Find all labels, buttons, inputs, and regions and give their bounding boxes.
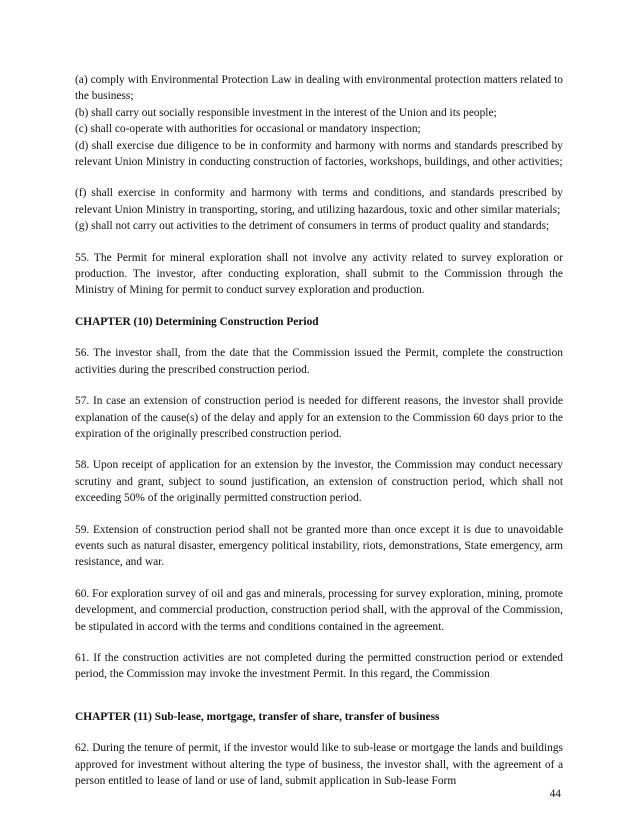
item-b: (b) shall carry out socially responsible investment in the interest of the Union and its people;	[75, 106, 497, 119]
item-g: (g) shall not carry out activities to the detriment of consumers in terms of product quality and standards;	[75, 220, 550, 233]
spacer	[75, 378, 563, 393]
item-d: (d) shall exercise due diligence to be in conformity and harmony with norms and standards prescribed by relevant Union Ministry in conducting construction of factories, workshops, buildings, and other activities;	[75, 139, 563, 169]
chapter-10-heading: CHAPTER (10) Determining Construction Period	[75, 315, 319, 328]
paragraph-60: 60. For exploration survey of oil and gas and minerals, processing for survey exploration, mining, promote development, and commercial production, construction period shall, with the approval of the Commission, be stipulated in accord with the terms and conditions contained in the agreement.	[75, 587, 563, 633]
paragraph-61: 61. If the construction activities are not completed during the permitted construction period or extended period, the Commission may invoke the investment Permit. In this regard, the Commission	[75, 651, 563, 681]
paragraph-56: 56. The investor shall, from the date that the Commission issued the Permit, complete the construction activities during the prescribed construction period.	[75, 347, 563, 376]
chapter-11-heading: CHAPTER (11) Sub-lease, mortgage, transfer of share, transfer of business	[75, 710, 440, 723]
item-f: (f) shall exercise in conformity and harmony with terms and conditions, and standards prescribed by relevant Union Ministry in transporting, storing, and utilizing hazardous, toxic and other similar materials;	[75, 187, 563, 216]
spacer	[75, 170, 563, 185]
spacer	[75, 330, 563, 345]
spacer	[75, 442, 563, 457]
item-a: (a) comply with Environmental Protection Law in dealing with environmental protection matters related to the business;	[75, 74, 563, 103]
paragraph-57: 57. In case an extension of construction period is needed for different reasons, the investor shall provide explanation of the cause(s) of the delay and apply for an extension to the Commission 60 days prior to the expiration of the originally prescribed construction period.	[75, 395, 563, 440]
spacer	[75, 235, 563, 250]
spacer	[75, 571, 563, 586]
paragraph-58: 58. Upon receipt of application for an extension by the investor, the Commission may conduct necessary scrutiny and grant, subject to sound justification, an extension of construction period, which shall not exceeding 50% of the originally permitted construction period.	[75, 459, 563, 505]
spacer	[75, 683, 563, 709]
spacer	[75, 299, 563, 314]
item-c: (c) shall co-operate with authorities for occasional or mandatory inspection;	[75, 123, 421, 136]
paragraph-55: 55. The Permit for mineral exploration shall not involve any activity related to survey exploration or production. The investor, after conducting exploration, shall submit to the Commission through the Ministry of Mining for permit to conduct survey exploration and production.	[75, 251, 563, 297]
page-number: 44	[549, 788, 561, 800]
paragraph-62: 62. During the tenure of permit, if the investor would like to sub-lease or mortgage the lands and buildings approved for investment without altering the type of business, the investor shall, with the agreement of a person entitled to lease of land or use of land, submit application in Sub-lease Form	[75, 742, 563, 787]
spacer	[75, 725, 563, 740]
spacer	[75, 507, 563, 522]
paragraph-59: 59. Extension of construction period shall not be granted more than once except it is due to unavoidable events such as natural disaster, emergency political instability, riots, demonstrations, State emergency, arm resistance, and war.	[75, 523, 563, 569]
spacer	[75, 635, 563, 650]
